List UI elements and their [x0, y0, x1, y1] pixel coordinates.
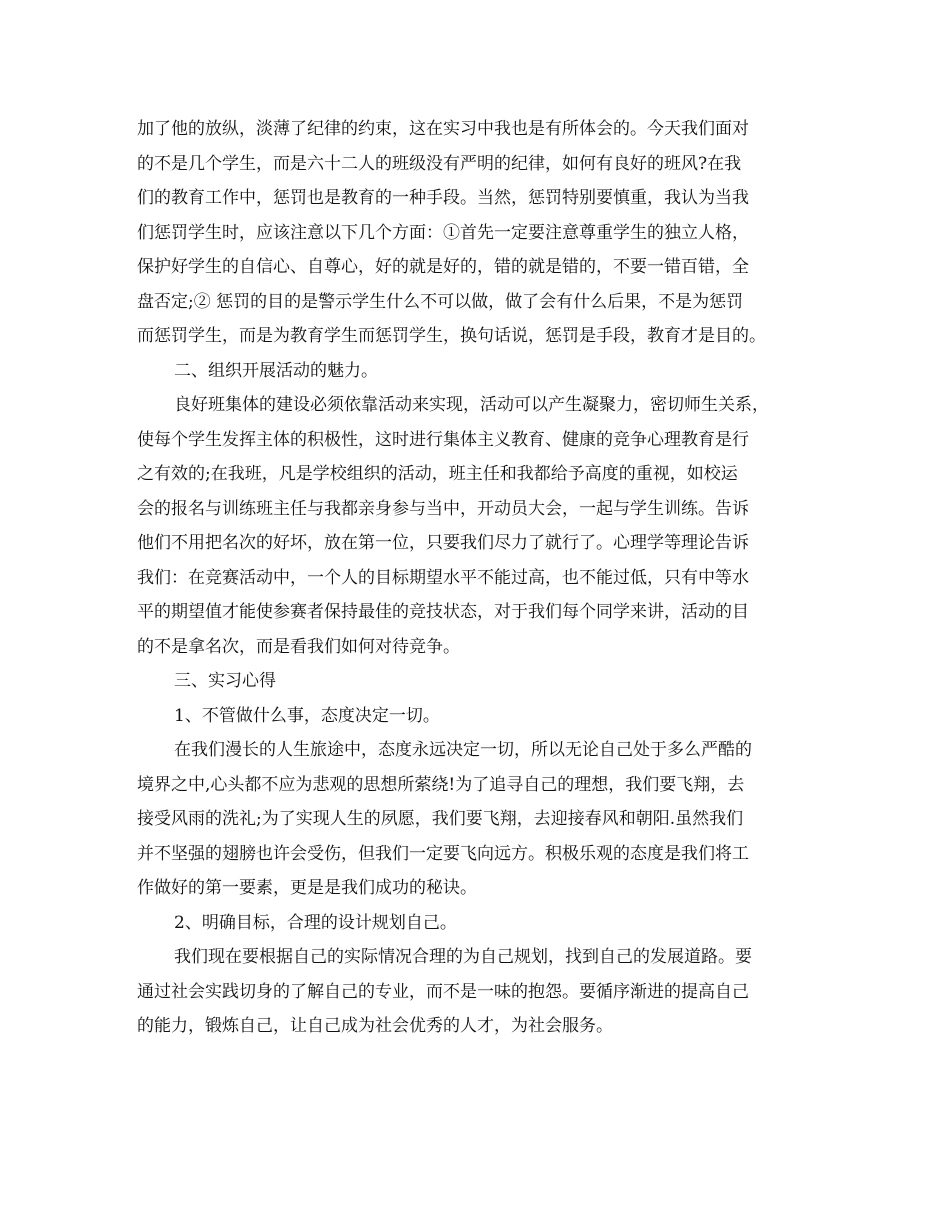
text-line: 通过社会实践切身的了解自己的专业，而不是一味的抱怨。要循序渐进的提高自己	[137, 981, 749, 1002]
section-heading: 三、实习心得	[174, 671, 276, 691]
document-body	[137, 112, 827, 1044]
section-heading: 二、组织开展活动的魅力。	[174, 360, 378, 381]
text-line: 加了他的放纵，淡薄了纪律的约束，这在实习中我也是有所体会的。今天我们面对	[137, 119, 749, 139]
text-line: 我们：在竞赛活动中，一个人的目标期望水平不能过高，也不能过低，只有中等水	[137, 567, 749, 588]
text-line: 的能力，锻炼自己，让自己成为社会优秀的人才，为社会服务。	[137, 1016, 613, 1036]
text-line: 作做好的第一要素，更是是我们成功的秘诀。	[137, 878, 477, 898]
text-line: 们的教育工作中，惩罚也是教育的一种手段。当然，惩罚特别要慎重，我认为当我	[137, 188, 749, 208]
subsection-heading: 2、明确目标，合理的设计规划自己。	[174, 912, 457, 933]
text-line: 境界之中,心头都不应为悲观的思想所萦绕!为了追寻自己的理想，我们要飞翔，去	[137, 774, 745, 795]
text-line: 接受风雨的洗礼;为了实现人生的夙愿，我们要飞翔，去迎接春风和朝阳.虽然我们	[137, 809, 744, 829]
text-line: 使每个学生发挥主体的积极性，这时进行集体主义教育、健康的竞争心理教育是行	[137, 429, 749, 450]
paragraph-first-line: 在我们漫长的人生旅途中，态度永远决定一切，所以无论自己处于多么严酷的	[174, 740, 752, 760]
text-line: 之有效的;在我班，凡是学校组织的活动，班主任和我都给予高度的重视，如校运	[137, 464, 738, 484]
text-line: 平的期望值才能使参赛者保持最佳的竞技状态，对于我们每个同学来讲，活动的目	[137, 602, 749, 622]
subsection-heading: 1、不管做什么事，态度决定一切。	[174, 705, 440, 726]
text-line: 保护好学生的自信心、自尊心，好的就是好的，错的就是错的，不要一错百错，全	[137, 257, 749, 277]
text-line: 而惩罚学生，而是为教育学生而惩罚学生，换句话说，惩罚是手段，教育才是目的。	[137, 326, 766, 346]
text-line: 盘否定;② 惩罚的目的是警示学生什么不可以做，做了会有什么后果，不是为惩罚	[137, 291, 744, 312]
text-line: 会的报名与训练班主任与我都亲身参与当中，开动员大会，一起与学生训练。告诉	[137, 498, 749, 519]
text-line: 并不坚强的翅膀也许会受伤，但我们一定要飞向远方。积极乐观的态度是我们将工	[137, 843, 749, 864]
text-line: 的不是拿名次，而是看我们如何对待竞争。	[137, 636, 460, 657]
text-line: 的不是几个学生，而是六十二人的班级没有严明的纪律，如何有良好的班风?在我	[137, 153, 742, 174]
paragraph-first-line: 我们现在要根据自己的实际情况合理的为自己规划，找到自己的发展道路。要	[174, 947, 752, 967]
text-line: 们惩罚学生时，应该注意以下几个方面：①首先一定要注意尊重学生的独立人格，	[137, 222, 749, 243]
paragraph-first-line: 良好班集体的建设必须依靠活动来实现，活动可以产生凝聚力，密切师生关系，	[174, 395, 769, 415]
text-line: 他们不用把名次的好坏，放在第一位，只要我们尽力了就行了。心理学等理论告诉	[137, 533, 749, 553]
